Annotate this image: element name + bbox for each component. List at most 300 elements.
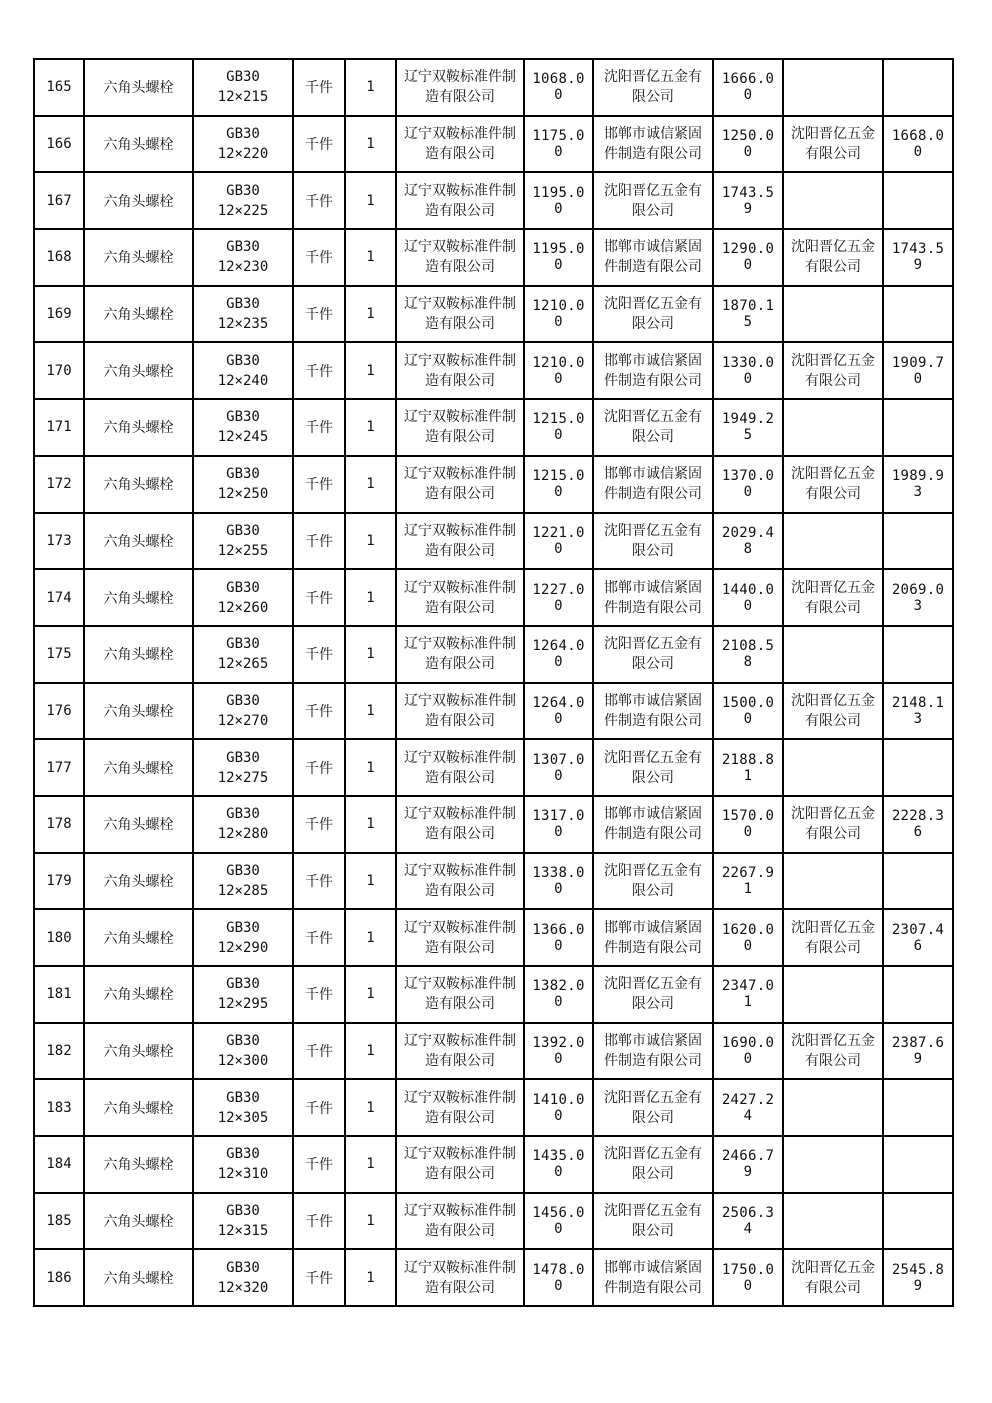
supplier-3-cell (783, 229, 883, 286)
spec-standard: GB30 (226, 806, 260, 823)
unit-cell (293, 1249, 345, 1306)
product-name-cell-text: 六角头螺栓 (103, 250, 174, 267)
spec-size: 12×285 (217, 882, 269, 899)
unit-cell-text: 千件 (305, 760, 333, 777)
spec-cell (193, 229, 293, 286)
supplier-2-cell-text: 邯郸市诚信紧固件制造有限公司 (604, 919, 702, 956)
price-1-cell-text: 1317.00 (532, 808, 585, 841)
unit-cell (293, 342, 345, 399)
unit-cell-text: 千件 (305, 647, 333, 664)
supplier-1-cell-text: 辽宁双鞍标准件制造有限公司 (404, 1203, 516, 1240)
price-3-cell (883, 172, 953, 229)
spec-standard: GB30 (226, 579, 260, 596)
spec-standard: GB30 (226, 522, 260, 539)
supplier-2-cell-text: 邯郸市诚信紧固件制造有限公司 (604, 806, 702, 843)
price-1-cell (524, 853, 593, 910)
quantity-cell (345, 59, 396, 116)
row-number-cell (34, 739, 84, 796)
unit-cell-text: 千件 (305, 590, 333, 607)
supplier-1-cell-text: 辽宁双鞍标准件制造有限公司 (404, 296, 516, 333)
quantity-cell (345, 1249, 396, 1306)
supplier-1-cell (396, 1079, 524, 1136)
supplier-1-cell-text: 辽宁双鞍标准件制造有限公司 (404, 352, 516, 389)
spec-cell (193, 1249, 293, 1306)
supplier-3-cell-text: 沈阳晋亿五金有限公司 (791, 579, 875, 616)
quantity-cell-text: 1 (366, 136, 375, 153)
supplier-1-cell-text: 辽宁双鞍标准件制造有限公司 (404, 749, 516, 786)
price-2-cell-text: 2466.79 (721, 1148, 775, 1181)
spec-standard: GB30 (226, 352, 260, 369)
row-number-cell-text: 181 (46, 986, 72, 1003)
price-2-cell (713, 399, 783, 456)
quantity-cell (345, 1193, 396, 1250)
supplier-2-cell (593, 286, 713, 343)
product-name-cell-text: 六角头螺栓 (103, 647, 174, 664)
supplier-1-cell-text: 辽宁双鞍标准件制造有限公司 (404, 1033, 516, 1070)
row-number-cell-text: 177 (46, 759, 72, 776)
row-number-cell (34, 1079, 84, 1136)
unit-cell (293, 796, 345, 853)
supplier-3-cell (783, 342, 883, 399)
row-number-cell-text: 183 (46, 1099, 72, 1116)
row-number-cell (34, 1023, 84, 1080)
supplier-2-cell (593, 853, 713, 910)
price-3-cell (883, 342, 953, 399)
unit-cell-text: 千件 (305, 817, 333, 834)
supplier-3-cell (783, 399, 883, 456)
unit-cell-text: 千件 (305, 193, 333, 210)
supplier-2-cell (593, 1136, 713, 1193)
product-name-cell-text: 六角头螺栓 (103, 137, 174, 154)
quantity-cell (345, 966, 396, 1023)
spec-standard: GB30 (226, 1203, 260, 1220)
unit-cell-text: 千件 (305, 930, 333, 947)
supplier-2-cell (593, 59, 713, 116)
price-1-cell (524, 683, 593, 740)
spec-standard: GB30 (226, 976, 260, 993)
price-2-cell (713, 853, 783, 910)
product-name-cell (84, 286, 193, 343)
unit-cell-text: 千件 (305, 533, 333, 550)
price-1-cell (524, 399, 593, 456)
price-3-cell-text: 2069.03 (891, 581, 945, 614)
supplier-3-cell (783, 739, 883, 796)
row-number-cell (34, 909, 84, 966)
spec-standard: GB30 (226, 69, 260, 86)
quantity-cell-text: 1 (366, 816, 375, 833)
price-2-cell (713, 1193, 783, 1250)
unit-cell-text: 千件 (305, 1100, 333, 1117)
supplier-2-cell (593, 739, 713, 796)
unit-cell (293, 853, 345, 910)
table-row (34, 683, 953, 740)
row-number-cell (34, 626, 84, 683)
quantity-cell (345, 342, 396, 399)
unit-cell-text: 千件 (305, 80, 333, 97)
unit-cell (293, 739, 345, 796)
price-2-cell-text: 2108.58 (721, 638, 775, 671)
quantity-cell (345, 116, 396, 173)
row-number-cell (34, 796, 84, 853)
supplier-3-cell (783, 116, 883, 173)
price-2-cell-text: 1949.25 (721, 411, 775, 444)
price-2-cell (713, 1249, 783, 1306)
unit-cell-text: 千件 (305, 363, 333, 380)
price-2-cell-text: 2267.91 (721, 864, 775, 897)
unit-cell (293, 683, 345, 740)
supplier-2-cell-text: 沈阳晋亿五金有限公司 (604, 749, 702, 786)
supplier-2-cell (593, 1193, 713, 1250)
supplier-1-cell-text: 辽宁双鞍标准件制造有限公司 (404, 1089, 516, 1126)
row-number-cell-text: 180 (46, 929, 72, 946)
unit-cell (293, 909, 345, 966)
supplier-3-cell (783, 1023, 883, 1080)
row-number-cell-text: 184 (46, 1156, 72, 1173)
supplier-3-cell (783, 909, 883, 966)
supplier-3-cell (783, 59, 883, 116)
spec-standard: GB30 (226, 749, 260, 766)
price-3-cell (883, 966, 953, 1023)
quantity-cell-text: 1 (366, 79, 375, 96)
price-1-cell (524, 116, 593, 173)
spec-size: 12×260 (217, 599, 269, 616)
unit-cell (293, 626, 345, 683)
spec-size: 12×240 (217, 372, 269, 389)
price-2-cell-text: 2347.01 (721, 978, 775, 1011)
spec-cell (193, 569, 293, 626)
spec-cell (193, 1193, 293, 1250)
table-row (34, 853, 953, 910)
table-row (34, 342, 953, 399)
supplier-1-cell-text: 辽宁双鞍标准件制造有限公司 (404, 466, 516, 503)
price-3-cell (883, 853, 953, 910)
price-3-cell-text: 2228.36 (891, 808, 945, 841)
row-number-cell (34, 1249, 84, 1306)
supplier-3-cell (783, 1249, 883, 1306)
price-2-cell (713, 116, 783, 173)
price-2-cell (713, 626, 783, 683)
row-number-cell (34, 172, 84, 229)
product-name-cell-text: 六角头螺栓 (103, 590, 174, 607)
row-number-cell-text: 185 (46, 1213, 72, 1230)
row-number-cell (34, 966, 84, 1023)
spec-standard: GB30 (226, 409, 260, 426)
row-number-cell (34, 116, 84, 173)
product-name-cell-text: 六角头螺栓 (103, 930, 174, 947)
price-1-cell-text: 1195.00 (532, 241, 585, 274)
row-number-cell (34, 1136, 84, 1193)
supplier-1-cell (396, 229, 524, 286)
supplier-1-cell (396, 342, 524, 399)
supplier-2-cell-text: 邯郸市诚信紧固件制造有限公司 (604, 239, 702, 276)
supplier-2-cell-text: 沈阳晋亿五金有限公司 (604, 182, 702, 219)
price-1-cell (524, 1079, 593, 1136)
spec-standard: GB30 (226, 692, 260, 709)
quantity-cell-text: 1 (366, 872, 375, 889)
quantity-cell-text: 1 (366, 192, 375, 209)
table-row (34, 399, 953, 456)
price-3-cell-text: 1743.59 (891, 241, 945, 274)
price-1-cell (524, 966, 593, 1023)
price-1-cell-text: 1410.00 (532, 1091, 585, 1124)
price-3-cell-text: 2545.89 (891, 1261, 945, 1294)
spec-size: 12×300 (217, 1053, 269, 1070)
supplier-2-cell-text: 沈阳晋亿五金有限公司 (604, 862, 702, 899)
quantity-cell-text: 1 (366, 759, 375, 776)
price-2-cell (713, 683, 783, 740)
price-2-cell-text: 1440.00 (721, 581, 775, 614)
supplier-3-cell (783, 683, 883, 740)
price-2-cell-text: 1500.00 (721, 694, 775, 727)
price-1-cell (524, 59, 593, 116)
price-3-cell (883, 909, 953, 966)
unit-cell (293, 286, 345, 343)
quantity-cell-text: 1 (366, 249, 375, 266)
supplier-1-cell-text: 辽宁双鞍标准件制造有限公司 (404, 182, 516, 219)
product-name-cell (84, 626, 193, 683)
quantity-cell-text: 1 (366, 1043, 375, 1060)
row-number-cell (34, 59, 84, 116)
supplier-1-cell (396, 116, 524, 173)
row-number-cell-text: 169 (46, 306, 72, 323)
row-number-cell (34, 399, 84, 456)
supplier-2-cell-text: 沈阳晋亿五金有限公司 (604, 522, 702, 559)
supplier-1-cell-text: 辽宁双鞍标准件制造有限公司 (404, 976, 516, 1013)
row-number-cell-text: 174 (46, 589, 72, 606)
spec-cell (193, 456, 293, 513)
supplier-2-cell-text: 邯郸市诚信紧固件制造有限公司 (604, 466, 702, 503)
spec-size: 12×220 (217, 146, 269, 163)
unit-cell-text: 千件 (305, 873, 333, 890)
supplier-3-cell-text: 沈阳晋亿五金有限公司 (791, 126, 875, 163)
product-name-cell-text: 六角头螺栓 (103, 420, 174, 437)
spec-cell (193, 966, 293, 1023)
product-name-cell-text: 六角头螺栓 (103, 817, 174, 834)
quantity-cell-text: 1 (366, 532, 375, 549)
unit-cell (293, 59, 345, 116)
supplier-1-cell-text: 辽宁双鞍标准件制造有限公司 (404, 692, 516, 729)
spec-standard: GB30 (226, 466, 260, 483)
quantity-cell-text: 1 (366, 986, 375, 1003)
quantity-cell (345, 909, 396, 966)
price-3-cell-text: 1909.70 (891, 354, 945, 387)
supplier-1-cell (396, 513, 524, 570)
row-number-cell-text: 171 (46, 419, 72, 436)
supplier-3-cell-text: 沈阳晋亿五金有限公司 (791, 1033, 875, 1070)
supplier-3-cell (783, 1193, 883, 1250)
supplier-1-cell-text: 辽宁双鞍标准件制造有限公司 (404, 409, 516, 446)
table-row (34, 1249, 953, 1306)
supplier-2-cell-text: 邯郸市诚信紧固件制造有限公司 (604, 579, 702, 616)
supplier-2-cell-text: 邯郸市诚信紧固件制造有限公司 (604, 1033, 702, 1070)
spec-standard: GB30 (226, 296, 260, 313)
product-name-cell (84, 1079, 193, 1136)
quantity-cell (345, 513, 396, 570)
price-2-cell (713, 286, 783, 343)
row-number-cell-text: 179 (46, 872, 72, 889)
spec-cell (193, 116, 293, 173)
table-row (34, 1023, 953, 1080)
price-1-cell-text: 1210.00 (532, 298, 585, 331)
product-name-cell-text: 六角头螺栓 (103, 307, 174, 324)
unit-cell (293, 1079, 345, 1136)
price-3-cell (883, 286, 953, 343)
price-1-cell-text: 1175.00 (532, 128, 585, 161)
supplier-1-cell (396, 59, 524, 116)
price-3-cell (883, 796, 953, 853)
spec-standard: GB30 (226, 1033, 260, 1050)
price-2-cell (713, 966, 783, 1023)
spec-size: 12×225 (217, 202, 269, 219)
row-number-cell-text: 173 (46, 532, 72, 549)
unit-cell-text: 千件 (305, 703, 333, 720)
product-name-cell (84, 116, 193, 173)
product-name-cell (84, 853, 193, 910)
price-2-cell-text: 1370.00 (721, 468, 775, 501)
supplier-2-cell (593, 1249, 713, 1306)
spec-size: 12×290 (217, 939, 269, 956)
product-name-cell (84, 569, 193, 626)
spec-size: 12×310 (217, 1166, 269, 1183)
spec-size: 12×275 (217, 769, 269, 786)
supplier-1-cell (396, 796, 524, 853)
price-1-cell-text: 1227.00 (532, 581, 585, 614)
quantity-cell (345, 1079, 396, 1136)
supplier-3-cell (783, 626, 883, 683)
supplier-3-cell (783, 1136, 883, 1193)
supplier-3-cell-text: 沈阳晋亿五金有限公司 (791, 352, 875, 389)
product-name-cell (84, 1249, 193, 1306)
table-row (34, 116, 953, 173)
supplier-3-cell (783, 286, 883, 343)
price-3-cell-text: 2148.13 (891, 694, 945, 727)
supplier-2-cell (593, 513, 713, 570)
price-3-cell (883, 626, 953, 683)
row-number-cell (34, 1193, 84, 1250)
spec-cell (193, 172, 293, 229)
supplier-2-cell (593, 569, 713, 626)
supplier-2-cell (593, 626, 713, 683)
product-name-cell-text: 六角头螺栓 (103, 363, 174, 380)
price-3-cell (883, 229, 953, 286)
quantity-cell-text: 1 (366, 702, 375, 719)
product-name-cell-text: 六角头螺栓 (103, 1100, 174, 1117)
supplier-3-cell-text: 沈阳晋亿五金有限公司 (791, 919, 875, 956)
product-name-cell (84, 683, 193, 740)
unit-cell-text: 千件 (305, 420, 333, 437)
price-1-cell (524, 739, 593, 796)
supplier-3-cell (783, 966, 883, 1023)
supplier-3-cell (783, 172, 883, 229)
supplier-1-cell (396, 456, 524, 513)
price-comparison-table (33, 58, 954, 1307)
unit-cell (293, 1193, 345, 1250)
price-3-cell (883, 399, 953, 456)
price-3-cell (883, 1023, 953, 1080)
unit-cell-text: 千件 (305, 477, 333, 494)
quantity-cell (345, 796, 396, 853)
supplier-2-cell (593, 116, 713, 173)
row-number-cell-text: 186 (46, 1269, 72, 1286)
table-row (34, 626, 953, 683)
quantity-cell (345, 1136, 396, 1193)
price-1-cell (524, 513, 593, 570)
supplier-2-cell-text: 沈阳晋亿五金有限公司 (604, 409, 702, 446)
quantity-cell (345, 739, 396, 796)
spec-standard: GB30 (226, 182, 260, 199)
supplier-3-cell (783, 569, 883, 626)
quantity-cell-text: 1 (366, 1099, 375, 1116)
quantity-cell-text: 1 (366, 646, 375, 663)
spec-cell (193, 853, 293, 910)
spec-cell (193, 286, 293, 343)
spec-cell (193, 513, 293, 570)
row-number-cell (34, 229, 84, 286)
quantity-cell (345, 286, 396, 343)
price-3-cell (883, 683, 953, 740)
supplier-2-cell (593, 172, 713, 229)
supplier-3-cell-text: 沈阳晋亿五金有限公司 (791, 239, 875, 276)
supplier-1-cell-text: 辽宁双鞍标准件制造有限公司 (404, 579, 516, 616)
price-3-cell (883, 1079, 953, 1136)
price-2-cell-text: 2427.24 (721, 1091, 775, 1124)
price-2-cell (713, 1079, 783, 1136)
price-2-cell-text: 1666.00 (721, 71, 775, 104)
supplier-1-cell (396, 1249, 524, 1306)
spec-size: 12×320 (217, 1279, 269, 1296)
price-1-cell (524, 172, 593, 229)
quantity-cell-text: 1 (366, 306, 375, 323)
price-1-cell-text: 1264.00 (532, 638, 585, 671)
unit-cell (293, 1023, 345, 1080)
quantity-cell-text: 1 (366, 1269, 375, 1286)
supplier-3-cell (783, 1079, 883, 1136)
spec-cell (193, 909, 293, 966)
spec-cell (193, 683, 293, 740)
spec-cell (193, 739, 293, 796)
price-2-cell-text: 2188.81 (721, 751, 775, 784)
supplier-2-cell (593, 399, 713, 456)
price-1-cell (524, 569, 593, 626)
spec-cell (193, 342, 293, 399)
supplier-2-cell (593, 342, 713, 399)
row-number-cell-text: 166 (46, 136, 72, 153)
supplier-1-cell (396, 1136, 524, 1193)
spec-standard: GB30 (226, 919, 260, 936)
supplier-1-cell-text: 辽宁双鞍标准件制造有限公司 (404, 69, 516, 106)
row-number-cell (34, 513, 84, 570)
price-1-cell (524, 1193, 593, 1250)
unit-cell (293, 399, 345, 456)
price-1-cell-text: 1210.00 (532, 354, 585, 387)
price-3-cell (883, 59, 953, 116)
price-2-cell-text: 1620.00 (721, 921, 775, 954)
unit-cell-text: 千件 (305, 1044, 333, 1061)
spec-size: 12×295 (217, 996, 269, 1013)
supplier-1-cell-text: 辽宁双鞍标准件制造有限公司 (404, 1146, 516, 1183)
table-row (34, 796, 953, 853)
table-row (34, 286, 953, 343)
supplier-2-cell (593, 966, 713, 1023)
row-number-cell-text: 175 (46, 646, 72, 663)
supplier-3-cell-text: 沈阳晋亿五金有限公司 (791, 1259, 875, 1296)
spec-cell (193, 399, 293, 456)
product-name-cell (84, 229, 193, 286)
product-name-cell (84, 172, 193, 229)
price-2-cell-text: 1570.00 (721, 808, 775, 841)
supplier-2-cell (593, 229, 713, 286)
supplier-1-cell (396, 1193, 524, 1250)
